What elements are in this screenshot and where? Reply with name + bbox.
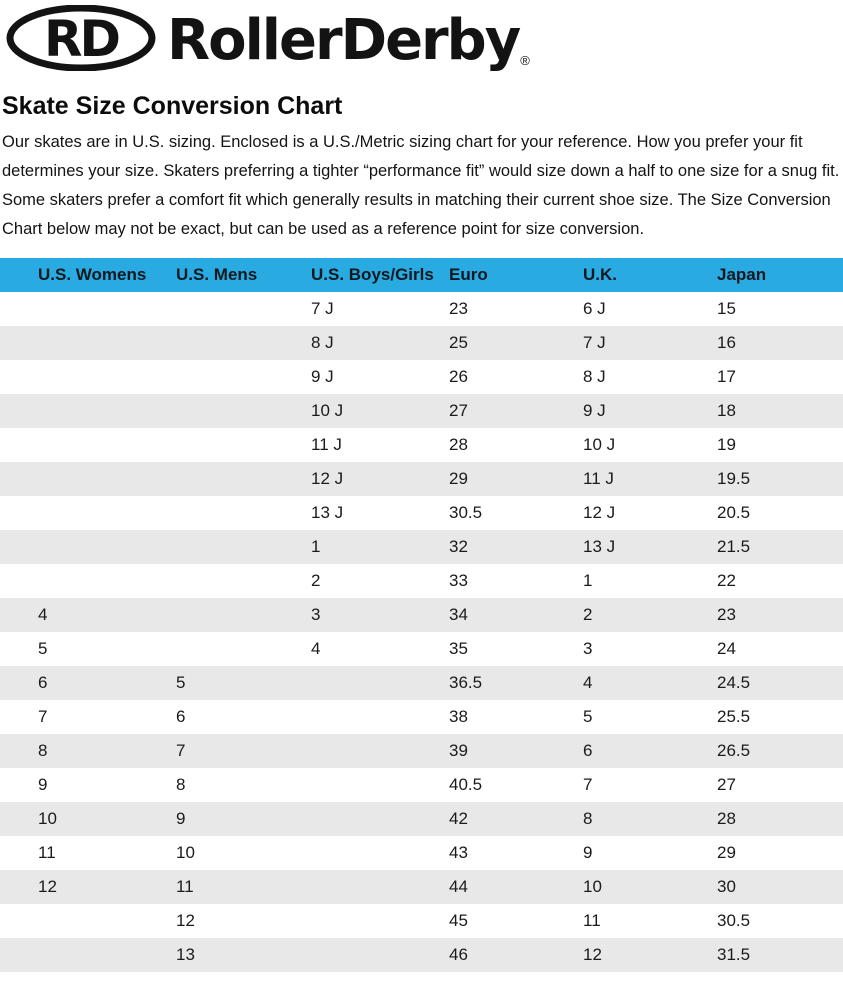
table-cell: 11: [176, 877, 194, 896]
table-cell: 23: [717, 605, 736, 624]
table-cell: 11: [38, 843, 56, 862]
table-cell: 9: [176, 809, 186, 828]
table-cell: 24.5: [717, 673, 751, 692]
table-cell: [0, 564, 138, 598]
table-cell: 12: [38, 877, 57, 896]
table-cell: [0, 530, 138, 564]
table-cell: 11 J: [583, 469, 614, 488]
table-cell: [138, 292, 273, 326]
table-cell: [138, 360, 273, 394]
table-cell: 12 J: [311, 469, 344, 488]
table-cell: 8 J: [311, 333, 334, 352]
table-cell: 24: [717, 639, 736, 658]
table-cell: 27: [717, 775, 736, 794]
table-row: [0, 530, 843, 564]
table-cell: 5: [38, 639, 48, 658]
table-cell: 7: [583, 775, 593, 794]
table-cell: 28: [449, 435, 468, 454]
table-cell: 35: [449, 639, 468, 658]
table-cell: [0, 462, 138, 496]
table-cell: 5: [176, 673, 186, 692]
table-cell: [273, 666, 411, 700]
table-row: [0, 666, 843, 700]
table-cell: 29: [449, 469, 468, 488]
table-cell: 1: [583, 571, 593, 590]
col-header-uk: U.K.: [583, 265, 617, 284]
table-cell: 44: [449, 877, 468, 896]
table-cell: 12: [583, 945, 602, 964]
col-header-japan: Japan: [717, 265, 767, 284]
table-cell: 13: [176, 945, 195, 964]
table-row: [0, 768, 843, 802]
table-cell: 26: [449, 367, 468, 386]
table-cell: 26.5: [717, 741, 751, 760]
table-cell: [273, 768, 411, 802]
table-cell: 34: [449, 605, 468, 624]
table-cell: 27: [449, 401, 468, 420]
table-cell: 38: [449, 707, 468, 726]
table-cell: 39: [449, 741, 468, 760]
table-cell: [273, 802, 411, 836]
table-cell: [0, 428, 138, 462]
table-row: [0, 564, 843, 598]
table-cell: 43: [449, 843, 468, 862]
table-row: [0, 428, 843, 462]
rd-monogram-text: RD: [43, 10, 119, 68]
table-cell: 30: [717, 877, 736, 896]
table-cell: [0, 904, 138, 938]
table-cell: [138, 564, 273, 598]
col-header-us-mens: U.S. Mens: [176, 265, 258, 284]
brand-logo: [0, 0, 843, 77]
table-cell: 10: [176, 843, 195, 862]
table-row: [0, 496, 843, 530]
table-cell: 19.5: [717, 469, 751, 488]
table-cell: [0, 496, 138, 530]
table-cell: 30.5: [449, 503, 483, 522]
table-cell: 2: [583, 605, 593, 624]
table-row: [0, 802, 843, 836]
table-cell: 15: [717, 299, 736, 318]
table-cell: [273, 938, 411, 972]
table-cell: 30.5: [717, 911, 751, 930]
table-cell: 19: [717, 435, 736, 454]
registered-trademark-mark: ®: [520, 53, 530, 68]
table-cell: 12 J: [583, 503, 616, 522]
table-cell: 9 J: [583, 401, 606, 420]
table-row: [0, 462, 843, 496]
table-cell: 5: [583, 707, 593, 726]
table-cell: 6: [176, 707, 186, 726]
table-cell: 10: [38, 809, 57, 828]
table-cell: 12: [176, 911, 195, 930]
table-cell: 9: [38, 775, 48, 794]
table-row: [0, 870, 843, 904]
table-cell: 8: [176, 775, 186, 794]
table-cell: 33: [449, 571, 468, 590]
table-cell: 36.5: [449, 673, 483, 692]
table-cell: [138, 632, 273, 666]
table-cell: [0, 292, 138, 326]
table-cell: 8: [583, 809, 593, 828]
rd-monogram-icon: [5, 5, 157, 71]
table-cell: 13 J: [583, 537, 616, 556]
table-row: [0, 326, 843, 360]
table-cell: [138, 326, 273, 360]
table-cell: [273, 870, 411, 904]
size-conversion-table: [0, 258, 843, 972]
table-cell: 3: [311, 605, 321, 624]
table-cell: 28: [717, 809, 736, 828]
table-cell: 10 J: [311, 401, 344, 420]
table-cell: 45: [449, 911, 468, 930]
table-row: [0, 904, 843, 938]
table-cell: 10: [583, 877, 602, 896]
table-cell: [273, 904, 411, 938]
page-title: Skate Size Conversion Chart: [2, 92, 343, 120]
table-cell: 7: [176, 741, 186, 760]
table-row: [0, 632, 843, 666]
table-cell: [273, 836, 411, 870]
table-cell: 17: [717, 367, 736, 386]
table-row: [0, 700, 843, 734]
table-cell: [0, 326, 138, 360]
table-cell: 16: [717, 333, 736, 352]
table-cell: 23: [449, 299, 468, 318]
table-body: [0, 292, 843, 972]
table-cell: 11 J: [311, 435, 342, 454]
table-cell: 32: [449, 537, 468, 556]
col-header-euro: Euro: [449, 265, 488, 284]
table-cell: [138, 496, 273, 530]
table-cell: [0, 938, 138, 972]
table-row: [0, 836, 843, 870]
table-cell: [138, 394, 273, 428]
table-cell: [273, 734, 411, 768]
table-cell: 7 J: [311, 299, 334, 318]
table-cell: 20.5: [717, 503, 751, 522]
table-cell: 6: [583, 741, 593, 760]
table-row: [0, 292, 843, 326]
table-cell: [0, 360, 138, 394]
table-cell: 7 J: [583, 333, 606, 352]
intro-text: Our skates are in U.S. sizing. Enclosed is a U.S./Metric sizing chart for your reference. How you prefer your fit determines your size. Skaters preferring a tighter “performance fit” would size down a half to one size for a snug fit. Some skaters prefer a comfort fit which generally results in matching their current shoe size. The Size Conversion Chart below may not be exact, but can be used as a reference point for size conversion.: [2, 133, 840, 238]
table-row: [0, 938, 843, 972]
table-cell: 11: [583, 911, 601, 930]
brand-wordmark-wrap: [167, 5, 530, 73]
table-cell: 10 J: [583, 435, 616, 454]
table-cell: 31.5: [717, 945, 751, 964]
table-cell: 9 J: [311, 367, 334, 386]
table-cell: 25: [449, 333, 468, 352]
table-cell: 21.5: [717, 537, 751, 556]
table-row: [0, 598, 843, 632]
table-cell: 4: [38, 605, 48, 624]
table-header-row: [0, 258, 843, 292]
table-cell: [138, 530, 273, 564]
table-cell: [138, 462, 273, 496]
table-cell: [0, 394, 138, 428]
table-cell: 8 J: [583, 367, 606, 386]
table-cell: 4: [311, 639, 321, 658]
table-row: [0, 734, 843, 768]
brand-wordmark: RollerDerby: [167, 8, 520, 73]
table-cell: 40.5: [449, 775, 483, 794]
table-cell: [138, 428, 273, 462]
table-cell: 42: [449, 809, 468, 828]
table-cell: 9: [583, 843, 593, 862]
table-row: [0, 394, 843, 428]
table-cell: 13 J: [311, 503, 344, 522]
table-cell: 4: [583, 673, 593, 692]
table-cell: 29: [717, 843, 736, 862]
table-cell: 46: [449, 945, 468, 964]
table-row: [0, 360, 843, 394]
table-cell: 3: [583, 639, 593, 658]
table-cell: 8: [38, 741, 48, 760]
col-header-us-womens: U.S. Womens: [38, 265, 147, 284]
table-cell: 25.5: [717, 707, 751, 726]
table-cell: 1: [311, 537, 321, 556]
table-cell: 22: [717, 571, 736, 590]
table-cell: [138, 598, 273, 632]
table-cell: 6: [38, 673, 48, 692]
table-cell: 6 J: [583, 299, 606, 318]
table-cell: 2: [311, 571, 321, 590]
table-cell: [273, 700, 411, 734]
table-cell: 18: [717, 401, 736, 420]
col-header-us-boys-girls: U.S. Boys/Girls: [311, 265, 434, 284]
table-cell: 7: [38, 707, 48, 726]
